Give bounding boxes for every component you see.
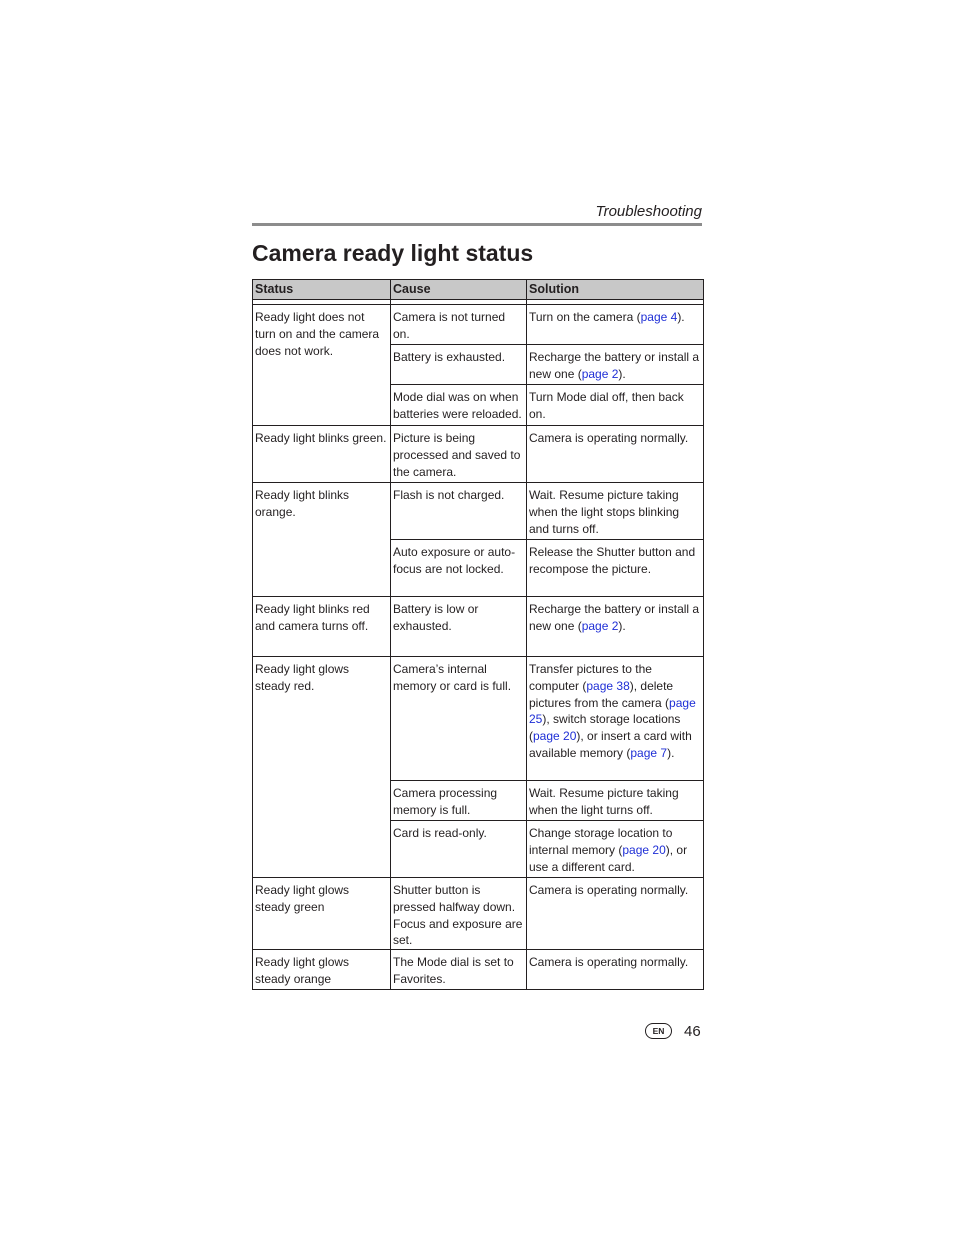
solution-cell — [527, 385, 704, 426]
solution-cell — [527, 345, 704, 385]
solution-cell — [527, 426, 704, 483]
page-number: 46 — [684, 1022, 701, 1040]
table-row — [253, 426, 704, 483]
table-row — [253, 305, 704, 345]
solution-text: Camera is operating normally. — [529, 955, 689, 970]
column-header-status: Status — [253, 280, 391, 300]
table-body — [253, 300, 704, 990]
solution-text: Transfer pictures to the computer ( — [529, 662, 652, 693]
solution-text: ), or insert a card with available memory ( — [529, 729, 692, 760]
solution-text: ), delete pictures from the camera ( — [529, 678, 674, 710]
page-link[interactable]: page 20 — [622, 842, 666, 857]
solution-text: ). — [618, 618, 626, 633]
language-badge: EN — [645, 1023, 672, 1039]
solution-text: Recharge the battery or install a new one ( — [529, 350, 700, 381]
table-row — [253, 950, 704, 990]
section-header: Troubleshooting — [595, 203, 702, 220]
solution-text: ), or use a different card. — [529, 842, 688, 874]
cause-cell: Auto exposure or auto-focus are not locked. — [391, 540, 527, 597]
solution-text: Release the Shutter button and recompose the picture. — [529, 545, 696, 576]
status-cell: Ready light glows steady green — [253, 878, 391, 950]
table-row — [253, 878, 704, 950]
page-link[interactable]: page 2 — [581, 366, 619, 381]
cause-cell: Camera processing memory is full. — [391, 781, 527, 821]
solution-text: Camera is operating normally. — [529, 431, 689, 445]
solution-cell — [527, 821, 704, 878]
page-link[interactable]: page 7 — [630, 745, 668, 760]
solution-cell — [527, 483, 704, 540]
table-row — [253, 657, 704, 781]
solution-text: ). — [677, 310, 685, 324]
solution-text: ), switch storage locations ( — [529, 712, 681, 744]
page-link[interactable]: page 25 — [529, 695, 696, 727]
table-header-row — [253, 280, 704, 300]
solution-cell — [527, 540, 704, 597]
solution-text: Turn Mode dial off, then back on. — [529, 390, 684, 421]
solution-text: Wait. Resume picture taking when the light turns off. — [529, 786, 679, 817]
cause-cell: Flash is not charged. — [391, 483, 527, 540]
status-cell: Ready light glows steady red. — [253, 657, 391, 878]
status-cell: Ready light glows steady orange — [253, 950, 391, 990]
solution-cell — [527, 305, 704, 345]
solution-text: ). — [667, 745, 675, 760]
page-link[interactable]: page 20 — [533, 729, 577, 744]
cause-cell: Mode dial was on when batteries were reloaded. — [391, 385, 527, 426]
cause-cell: Camera is not turned on. — [391, 305, 527, 345]
table-row — [253, 597, 704, 657]
solution-cell — [527, 657, 704, 781]
page-footer — [645, 1020, 701, 1042]
solution-cell — [527, 950, 704, 990]
page-link[interactable]: page 38 — [586, 678, 630, 693]
solution-text: Turn on the camera ( — [529, 310, 641, 324]
cause-cell: Shutter button is pressed halfway down. Focus and exposure are set. — [391, 878, 527, 950]
cause-cell: Camera’s internal memory or card is full. — [391, 657, 527, 781]
solution-cell — [527, 878, 704, 950]
status-cell: Ready light does not turn on and the camera does not work. — [253, 305, 391, 426]
page-link[interactable]: page 4 — [640, 310, 678, 324]
page-link[interactable]: page 2 — [581, 618, 619, 633]
page-title: Camera ready light status — [252, 240, 534, 266]
status-table — [252, 279, 704, 990]
cause-cell: Battery is low or exhausted. — [391, 597, 527, 657]
cause-cell: Battery is exhausted. — [391, 345, 527, 385]
solution-cell — [527, 597, 704, 657]
solution-text: ). — [618, 366, 626, 381]
solution-text: Wait. Resume picture taking when the light stops blinking and turns off. — [529, 488, 680, 536]
status-cell: Ready light blinks green. — [253, 426, 391, 483]
cause-cell: Picture is being processed and saved to the camera. — [391, 426, 527, 483]
cause-cell: The Mode dial is set to Favorites. — [391, 950, 527, 990]
header-rule — [252, 223, 702, 226]
table-row — [253, 483, 704, 540]
column-header-cause: Cause — [391, 280, 527, 300]
solution-cell — [527, 781, 704, 821]
column-header-solution: Solution — [527, 280, 704, 300]
status-cell: Ready light blinks orange. — [253, 483, 391, 597]
solution-text: Change storage location to internal memory ( — [529, 826, 673, 857]
solution-text: Recharge the battery or install a new one ( — [529, 602, 700, 633]
solution-text: Camera is operating normally. — [529, 883, 689, 897]
cause-cell: Card is read-only. — [391, 821, 527, 878]
status-cell: Ready light blinks red and camera turns off. — [253, 597, 391, 657]
